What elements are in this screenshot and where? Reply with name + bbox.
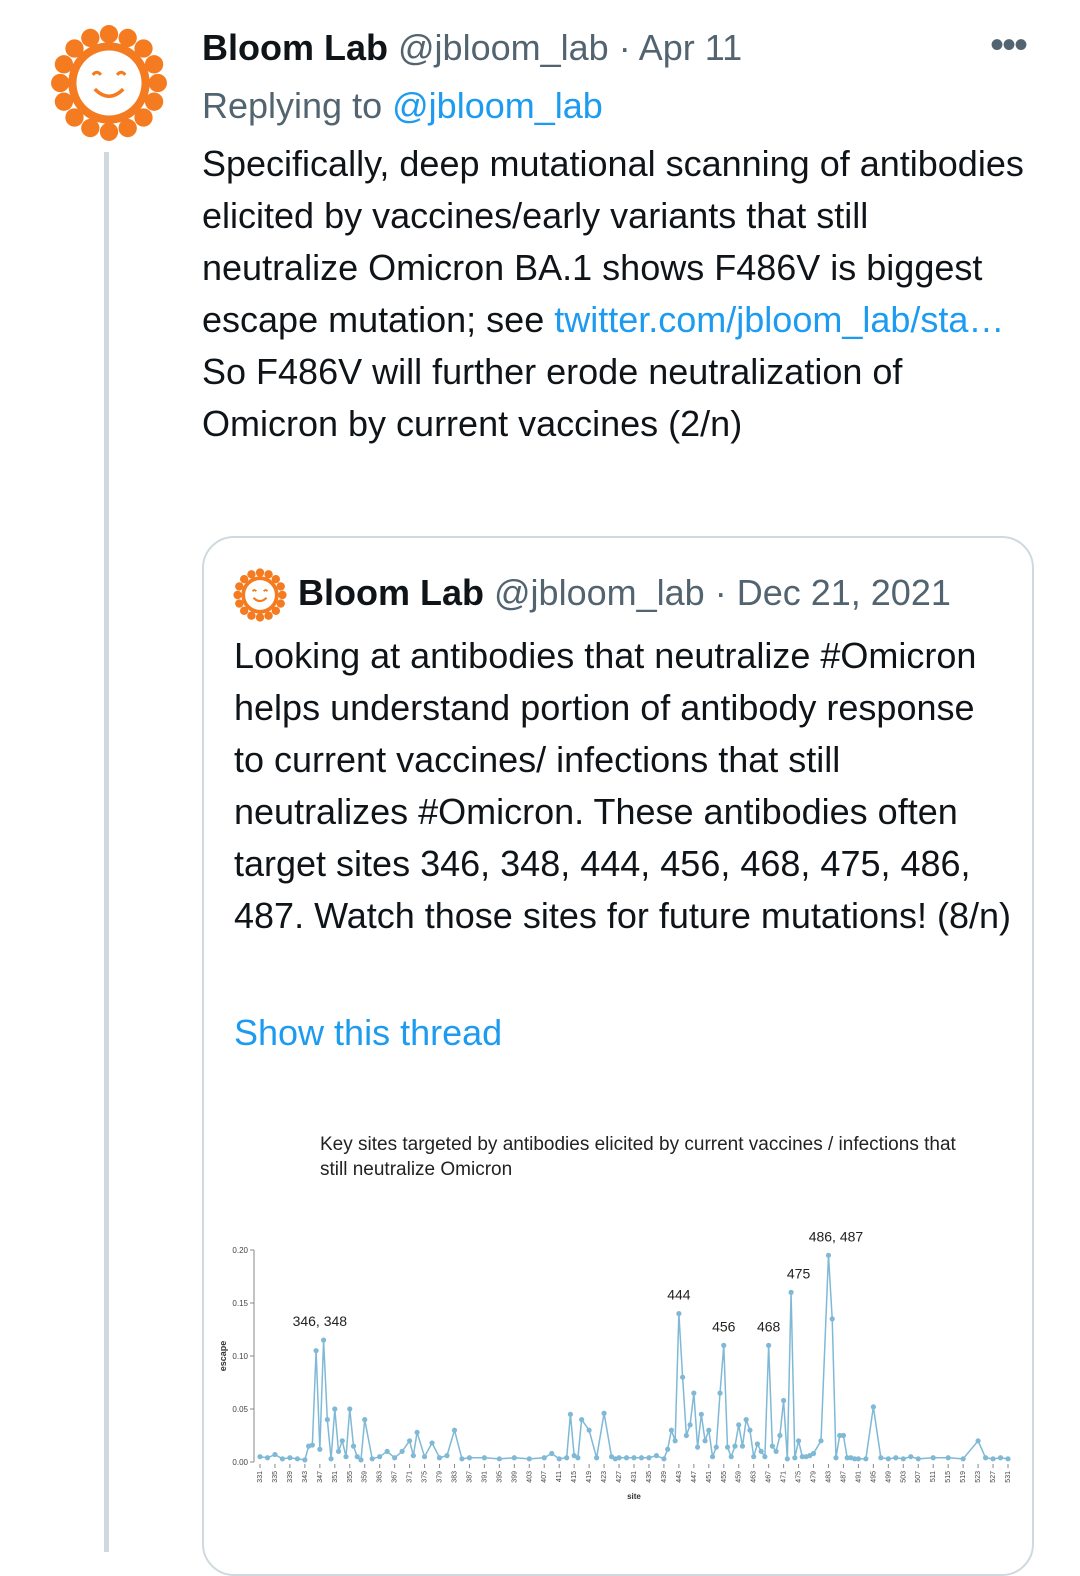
data-point (856, 1456, 861, 1461)
peak-annotation: 346, 348 (292, 1313, 348, 1330)
x-tick-label: 479 (810, 1471, 818, 1483)
data-point (407, 1438, 412, 1443)
x-tick-label: 531 (1005, 1471, 1012, 1483)
data-point (706, 1428, 711, 1433)
x-axis-label: site (627, 1492, 641, 1501)
data-point (437, 1455, 442, 1460)
data-point (766, 1343, 771, 1348)
x-tick-label: 475 (795, 1471, 803, 1483)
data-point (280, 1456, 285, 1461)
data-point (343, 1454, 348, 1459)
data-point (901, 1456, 906, 1461)
data-point (833, 1455, 838, 1460)
data-point (631, 1455, 636, 1460)
data-point (781, 1398, 786, 1403)
data-point (770, 1444, 775, 1449)
more-options-icon[interactable]: ••• (990, 23, 1027, 67)
data-point (351, 1444, 356, 1449)
data-point (654, 1453, 659, 1458)
data-point (886, 1456, 891, 1461)
data-point (295, 1456, 300, 1461)
data-point (616, 1455, 621, 1460)
data-point (336, 1449, 341, 1454)
data-point (669, 1428, 674, 1433)
data-point (744, 1417, 749, 1422)
x-tick-label: 423 (601, 1471, 609, 1483)
data-point (527, 1456, 532, 1461)
tweet-date[interactable]: Apr 11 (638, 27, 743, 68)
header-separator: · (618, 27, 631, 68)
data-point (467, 1455, 472, 1460)
data-point (512, 1455, 517, 1460)
tweet-text (202, 138, 1032, 450)
x-tick-label: 367 (391, 1471, 399, 1483)
y-axis-label: escape (218, 1340, 228, 1372)
data-point (411, 1453, 416, 1458)
data-point (721, 1343, 726, 1348)
x-tick-label: 427 (616, 1471, 624, 1483)
data-point (370, 1456, 375, 1461)
data-point (665, 1447, 670, 1452)
data-point (673, 1438, 678, 1443)
data-point (788, 1290, 793, 1295)
data-point (811, 1451, 816, 1456)
x-tick-label: 507 (915, 1471, 923, 1483)
x-tick-label: 503 (900, 1471, 908, 1483)
peak-annotation: 444 (667, 1286, 691, 1303)
x-tick-label: 391 (481, 1471, 489, 1483)
data-point (362, 1417, 367, 1422)
data-point (568, 1412, 573, 1417)
data-point (302, 1457, 307, 1462)
x-tick-label: 379 (436, 1471, 444, 1483)
data-point (579, 1417, 584, 1422)
quote-author-handle[interactable]: @jbloom_lab (494, 572, 705, 613)
x-tick-label: 343 (301, 1471, 309, 1483)
data-point (459, 1456, 464, 1461)
data-point (684, 1433, 689, 1438)
data-point (732, 1444, 737, 1449)
data-point (777, 1433, 782, 1438)
data-point (740, 1444, 745, 1449)
x-tick-label: 339 (286, 1471, 294, 1483)
data-point (639, 1455, 644, 1460)
data-point (908, 1454, 913, 1459)
data-point (714, 1445, 719, 1450)
data-point (321, 1338, 326, 1343)
quote-date[interactable]: Dec 21, 2021 (736, 572, 951, 613)
data-point (557, 1456, 562, 1461)
data-point (310, 1442, 315, 1447)
author-name[interactable]: Bloom Lab (202, 27, 388, 68)
x-tick-label: 495 (870, 1471, 878, 1483)
x-tick-label: 419 (586, 1471, 594, 1483)
quote-header (298, 570, 951, 616)
data-point (1005, 1456, 1010, 1461)
peak-annotation: 486, 487 (808, 1228, 864, 1245)
escape-chart[interactable] (210, 1200, 1030, 1510)
data-point (702, 1438, 707, 1443)
x-tick-label: 407 (541, 1471, 549, 1483)
x-tick-label: 399 (511, 1471, 519, 1483)
data-point (575, 1455, 580, 1460)
data-point (317, 1447, 322, 1452)
data-point (325, 1417, 330, 1422)
data-point (314, 1348, 319, 1353)
data-point (826, 1253, 831, 1258)
data-point (422, 1454, 427, 1459)
x-tick-label: 415 (571, 1471, 579, 1483)
avatar[interactable] (48, 22, 170, 144)
data-point (332, 1406, 337, 1411)
data-point (747, 1428, 752, 1433)
x-tick-label: 435 (645, 1471, 653, 1483)
quote-author-name[interactable]: Bloom Lab (298, 572, 484, 613)
escape-series-line (260, 1255, 1008, 1460)
peak-annotation: 456 (712, 1318, 736, 1335)
data-point (946, 1455, 951, 1460)
x-tick-label: 355 (346, 1471, 354, 1483)
y-tick-label: 0.05 (232, 1405, 248, 1414)
replying-handle-link[interactable]: @jbloom_lab (392, 85, 603, 126)
data-point (893, 1455, 898, 1460)
data-point (377, 1454, 382, 1459)
quote-avatar[interactable] (232, 567, 288, 623)
data-point (497, 1456, 502, 1461)
x-tick-label: 519 (960, 1471, 968, 1483)
data-point (983, 1455, 988, 1460)
data-point (717, 1391, 722, 1396)
y-tick-label: 0.00 (232, 1458, 248, 1467)
x-tick-label: 335 (271, 1471, 279, 1483)
x-tick-label: 499 (885, 1471, 893, 1483)
data-point (818, 1438, 823, 1443)
data-point (661, 1456, 666, 1461)
data-point (699, 1412, 704, 1417)
data-point (916, 1456, 921, 1461)
data-point (762, 1454, 767, 1459)
replying-to (202, 84, 603, 128)
x-tick-label: 459 (735, 1471, 743, 1483)
data-point (680, 1375, 685, 1380)
x-tick-label: 527 (990, 1471, 998, 1483)
data-point (841, 1433, 846, 1438)
thread-line (104, 152, 109, 1552)
data-point (564, 1455, 569, 1460)
data-point (755, 1441, 760, 1446)
tweet-link[interactable]: twitter.com/jbloom_lab/sta… (554, 299, 1005, 340)
tweet-text-part1: Specifically, deep mutational scanning of antibodies elicited by vaccines/early variants that still neutralize Omicron BA.1 shows F486V is biggest escape mutation; see (202, 143, 1024, 340)
data-point (392, 1455, 397, 1460)
y-tick-label: 0.20 (232, 1246, 248, 1255)
peak-annotation: 475 (786, 1265, 811, 1282)
data-point (340, 1438, 345, 1443)
data-point (796, 1438, 801, 1443)
data-point (990, 1456, 995, 1461)
x-tick-label: 463 (750, 1471, 758, 1483)
data-point (676, 1311, 681, 1316)
data-point (358, 1457, 363, 1462)
x-tick-label: 351 (331, 1471, 339, 1483)
data-point (482, 1455, 487, 1460)
data-point (347, 1406, 352, 1411)
x-tick-label: 375 (421, 1471, 429, 1483)
x-tick-label: 523 (975, 1471, 983, 1483)
quote-text: Looking at antibodies that neutralize #Omicron helps understand portion of antibody response to current vaccines/ infections that still neutralizes #Omicron. These antibodies often target sites 346, 348, 444, 456, 468, 475, 486, 487. Watch those sites for future mutations! (8/n) (234, 635, 1012, 936)
x-tick-label: 455 (720, 1471, 728, 1483)
x-tick-label: 411 (556, 1471, 564, 1483)
data-point (414, 1430, 419, 1435)
data-point (871, 1404, 876, 1409)
data-point (691, 1391, 696, 1396)
x-tick-label: 363 (376, 1471, 384, 1483)
tweet-text-part2: So F486V will further erode neutralization of Omicron by current vaccines (2/n) (202, 351, 903, 444)
quote-separator: · (714, 572, 727, 613)
data-point (594, 1455, 599, 1460)
tweet-header (202, 26, 742, 70)
data-point (759, 1449, 764, 1454)
author-handle[interactable]: @jbloom_lab (398, 27, 609, 68)
peak-annotation: 468 (756, 1318, 781, 1335)
data-point (646, 1455, 651, 1460)
x-tick-label: 383 (451, 1471, 459, 1483)
x-tick-label: 447 (690, 1471, 698, 1483)
x-tick-label: 515 (945, 1471, 953, 1483)
x-tick-label: 451 (705, 1471, 713, 1483)
data-point (878, 1455, 883, 1460)
x-tick-label: 483 (825, 1471, 833, 1483)
data-point (736, 1422, 741, 1427)
x-tick-label: 471 (780, 1471, 788, 1483)
data-point (265, 1455, 270, 1460)
x-tick-label: 403 (526, 1471, 534, 1483)
x-tick-label: 347 (316, 1471, 324, 1483)
data-point (785, 1456, 790, 1461)
y-tick-label: 0.10 (232, 1352, 248, 1361)
x-tick-label: 487 (840, 1471, 848, 1483)
x-tick-label: 371 (406, 1471, 414, 1483)
chart-title: Key sites targeted by antibodies elicited by current vaccines / infections that still neutralize Omicron (320, 1134, 956, 1180)
x-tick-label: 395 (496, 1471, 504, 1483)
data-point (272, 1452, 277, 1457)
data-point (792, 1455, 797, 1460)
y-tick-label: 0.15 (232, 1299, 248, 1308)
data-point (725, 1445, 730, 1450)
data-point (961, 1456, 966, 1461)
data-point (863, 1456, 868, 1461)
data-point (385, 1449, 390, 1454)
data-point (695, 1445, 700, 1450)
show-thread-link[interactable]: Show this thread (234, 1012, 503, 1053)
data-point (542, 1455, 547, 1460)
data-point (998, 1455, 1003, 1460)
data-point (452, 1428, 457, 1433)
data-point (729, 1454, 734, 1459)
x-tick-label: 491 (855, 1471, 863, 1483)
data-point (710, 1454, 715, 1459)
data-point (774, 1449, 779, 1454)
data-point (751, 1454, 756, 1459)
x-tick-label: 511 (930, 1471, 938, 1483)
x-tick-label: 359 (361, 1471, 369, 1483)
data-point (931, 1455, 936, 1460)
data-point (830, 1316, 835, 1321)
x-tick-label: 331 (257, 1471, 264, 1483)
x-tick-label: 467 (765, 1471, 773, 1483)
data-point (975, 1438, 980, 1443)
x-tick-label: 439 (660, 1471, 668, 1483)
data-point (549, 1451, 554, 1456)
data-point (257, 1454, 262, 1459)
x-tick-label: 431 (631, 1471, 638, 1483)
data-point (328, 1456, 333, 1461)
data-point (601, 1411, 606, 1416)
data-point (587, 1428, 592, 1433)
data-point (444, 1453, 449, 1458)
data-point (287, 1455, 292, 1460)
replying-prefix: Replying to (202, 85, 383, 126)
x-tick-label: 387 (466, 1471, 474, 1483)
data-point (400, 1449, 405, 1454)
data-point (688, 1422, 693, 1427)
x-tick-label: 443 (675, 1471, 683, 1483)
data-point (624, 1455, 629, 1460)
data-point (429, 1440, 434, 1445)
